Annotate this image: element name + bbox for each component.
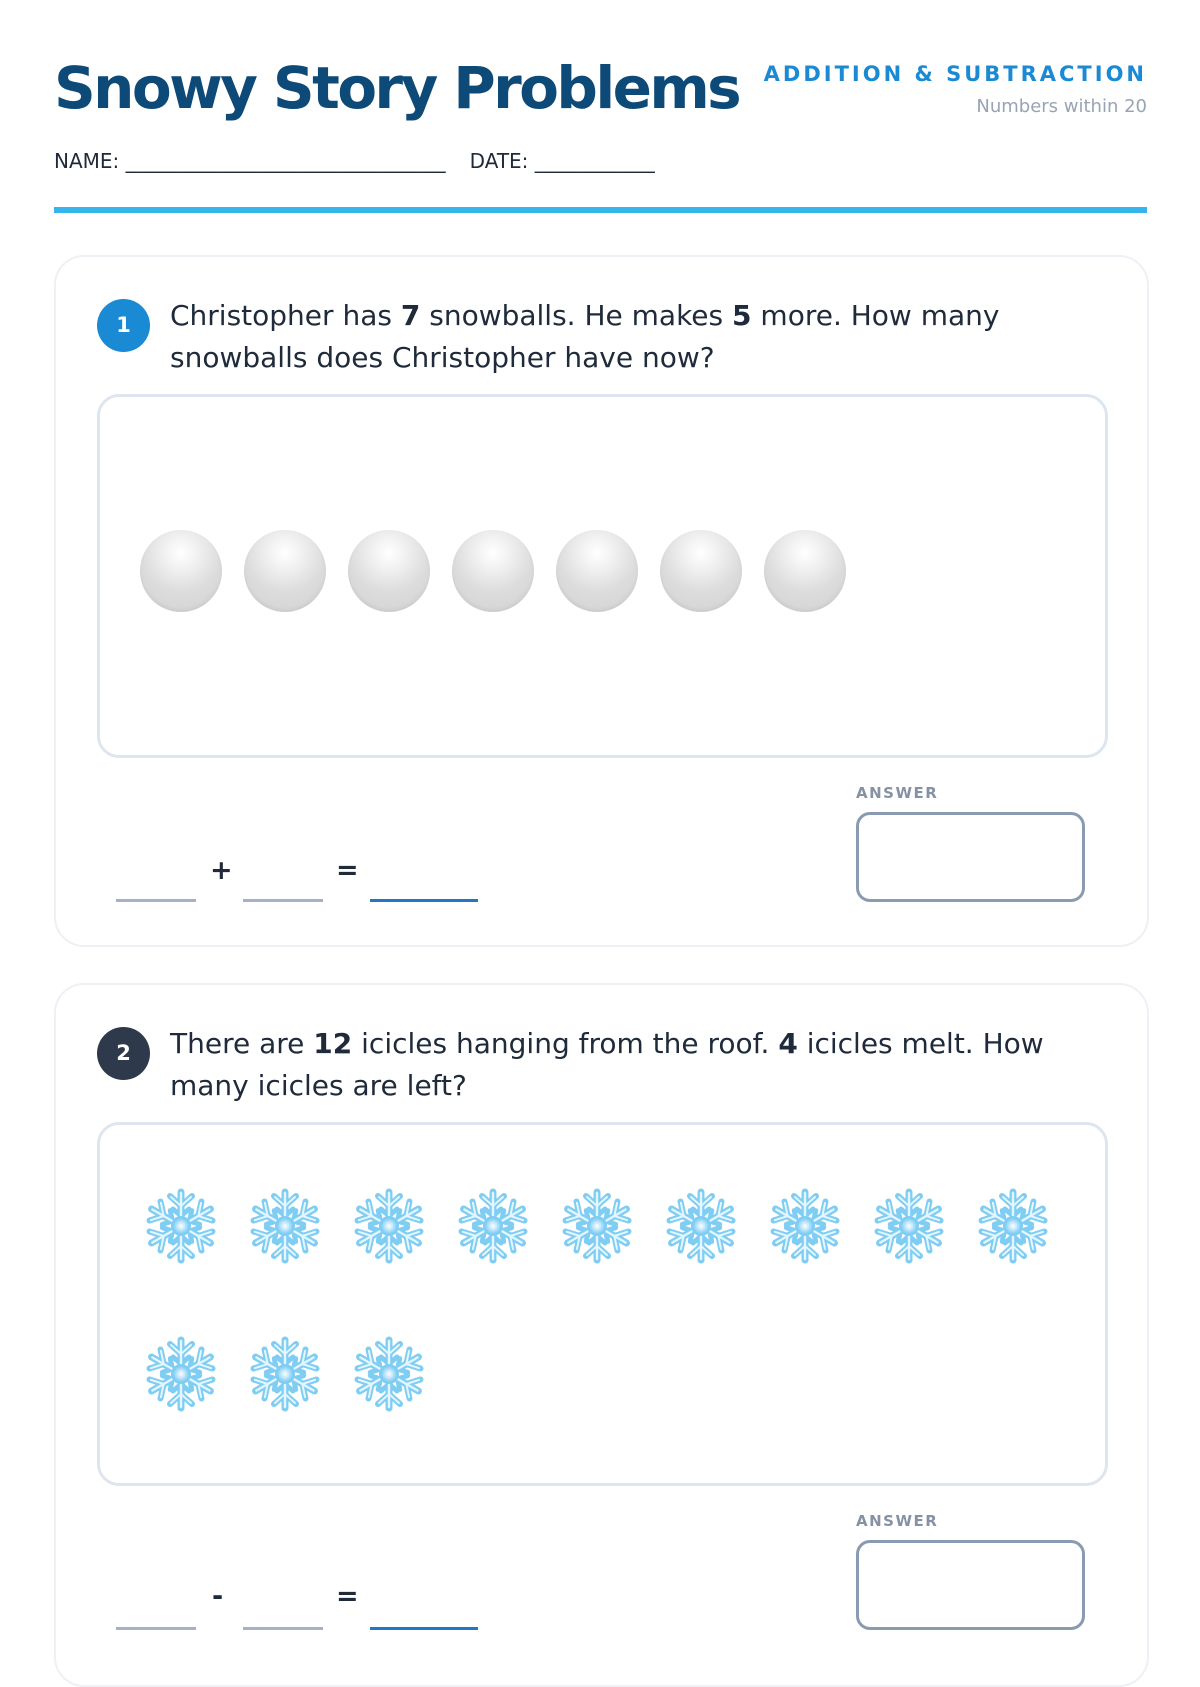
worksheet-header bbox=[54, 0, 1147, 215]
sum-blank[interactable] bbox=[370, 899, 478, 902]
snowflake-icon bbox=[868, 1185, 950, 1267]
addend-blank-2[interactable] bbox=[243, 899, 323, 902]
answer-box[interactable] bbox=[856, 812, 1085, 902]
problem-number-badge: 1 bbox=[97, 299, 150, 352]
answer-box[interactable] bbox=[856, 1540, 1085, 1630]
snowflake-icon bbox=[140, 1185, 222, 1267]
equals-sign: = bbox=[336, 855, 359, 886]
minus-sign: - bbox=[212, 1581, 224, 1612]
problem-text: Christopher has 7 snowballs. He makes 5 more. How many snowballs does Christopher have now? bbox=[170, 299, 1000, 374]
plus-sign: + bbox=[210, 855, 233, 886]
name-field[interactable]: NAME: ________________________________ bbox=[54, 149, 446, 173]
problem-text: There are 12 icicles hanging from the roof. 4 icicles melt. How many icicles are left? bbox=[170, 1027, 1044, 1102]
answer-label: ANSWER bbox=[856, 784, 939, 802]
problem-card-1 bbox=[54, 255, 1149, 947]
snowball-icon bbox=[244, 530, 326, 612]
snowflake-icon bbox=[244, 1333, 326, 1415]
snowflake-icon bbox=[660, 1185, 742, 1267]
snowflake-icon bbox=[556, 1185, 638, 1267]
addend-blank-1[interactable] bbox=[116, 899, 196, 902]
subject-label: ADDITION & SUBTRACTION bbox=[763, 62, 1147, 86]
answer-label: ANSWER bbox=[856, 1512, 939, 1530]
snowflake-icon bbox=[452, 1185, 534, 1267]
header-divider bbox=[54, 207, 1147, 213]
snowflake-icon bbox=[348, 1185, 430, 1267]
page-title: Snowy Story Problems bbox=[54, 54, 740, 122]
picture-area bbox=[97, 1122, 1108, 1486]
snowball-icon bbox=[140, 530, 222, 612]
snowball-icon bbox=[348, 530, 430, 612]
number-highlight: 5 bbox=[732, 299, 752, 332]
snowball-icon bbox=[556, 530, 638, 612]
subtrahend-blank[interactable] bbox=[243, 1627, 323, 1630]
snowflake-icon bbox=[244, 1185, 326, 1267]
problem-card-2 bbox=[54, 983, 1149, 1687]
snowflake-icon bbox=[348, 1333, 430, 1415]
snowflake-icon bbox=[140, 1333, 222, 1415]
number-highlight: 7 bbox=[400, 299, 421, 332]
difference-blank[interactable] bbox=[370, 1627, 478, 1630]
problem-number-badge: 2 bbox=[97, 1027, 150, 1080]
snowball-icon bbox=[452, 530, 534, 612]
minuend-blank[interactable] bbox=[116, 1627, 196, 1630]
snowball-icon bbox=[764, 530, 846, 612]
student-fields bbox=[54, 149, 655, 173]
number-highlight: 4 bbox=[778, 1027, 798, 1060]
date-field[interactable]: DATE: ____________ bbox=[469, 149, 655, 173]
equals-sign: = bbox=[336, 1581, 359, 1612]
snowball-icon bbox=[660, 530, 742, 612]
picture-area bbox=[97, 394, 1108, 758]
number-highlight: 12 bbox=[313, 1027, 353, 1060]
snowflake-icon bbox=[972, 1185, 1054, 1267]
range-label: Numbers within 20 bbox=[976, 96, 1147, 117]
snowflake-icon bbox=[764, 1185, 846, 1267]
